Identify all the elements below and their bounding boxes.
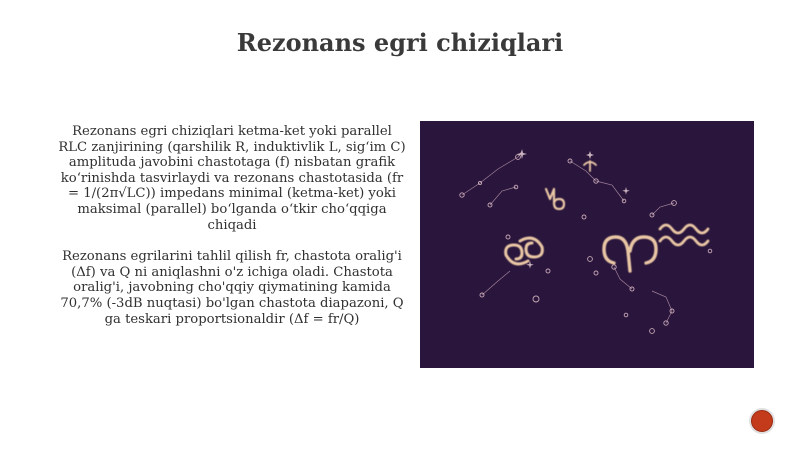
- slide-title: Rezonans egri chiziqlari: [236, 28, 564, 57]
- next-slide-button-face[interactable]: [751, 410, 773, 432]
- zodiac-constellation-image: [420, 121, 754, 368]
- paragraph-resonance-curves: Rezonans egri chiziqlari ketma-ket yoki parallel RLC zanjirining (qarshilik R, induktivlik L, sig‘im C) amplituda javobini chastotaga (f) nisbatan grafik ko‘rinishda tasvirlaydi va rezonans chastotasida (fr = 1/(2π√LC)) impedans minimal (ketma-ket) yoki maksimal (parallel) bo‘lganda o‘tkir cho‘qqiga chiqadi: [58, 124, 406, 233]
- paragraph-analysis: Rezonans egrilarini tahlil qilish fr, chastota oralig'i (Δf) va Q ni aniqlashni o'z ichiga oladi. Chastota oralig'i, javobning cho'qqiy qiymatining kamida 70,7% (-3dB nuqtasi) bo'lgan chastota diapazoni, Q ga teskari proportsionaldir (Δf = fr/Q): [60, 249, 404, 327]
- body-text: [58, 124, 406, 327]
- next-slide-icon[interactable]: [749, 408, 775, 434]
- zodiac-illustration: [420, 121, 754, 368]
